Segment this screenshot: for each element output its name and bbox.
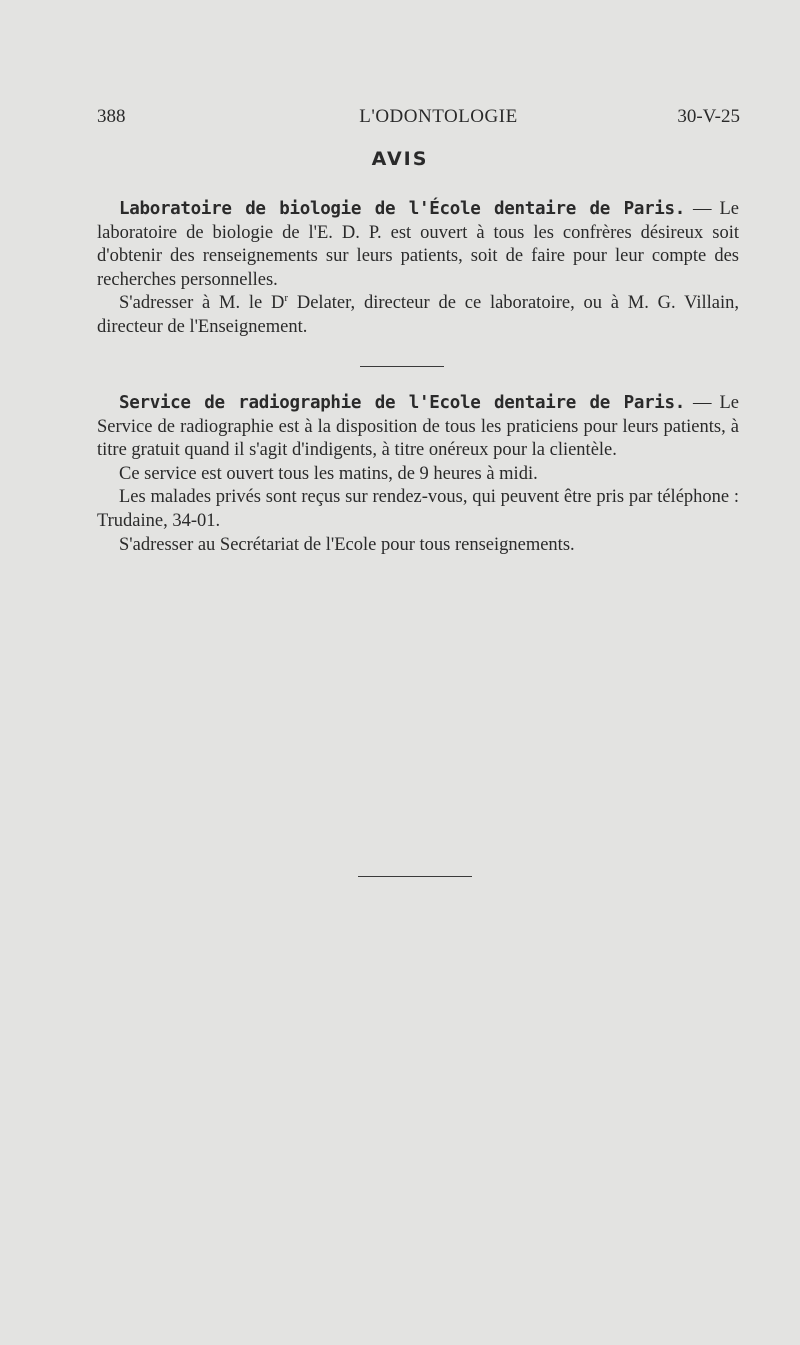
notice-paragraph: S'adresser au Secrétariat de l'Ecole pour tous renseignements. — [119, 534, 575, 555]
end-divider — [358, 876, 472, 877]
superscript: r — [284, 292, 289, 305]
em-dash: — — [685, 199, 720, 219]
notice-text: Delater, directeur de ce laboratoire, ou à M. G. Villain, directeur de l'Enseignement. — [97, 293, 739, 337]
notice-paragraph: Ce service est ouvert tous les matins, de 9 heures à midi. — [119, 463, 538, 484]
notice-laboratoire — [97, 198, 739, 340]
notice-text: Le laboratoire de biologie de l'E. D. P. est ouvert à tous les confrères désireux soit d'obtenir des renseignements sur leurs patients, soit de faire pour leur compte des recherches personnelles. — [97, 199, 739, 290]
notice-paragraph — [97, 392, 739, 463]
notice-title: Laboratoire de biologie de l'École dentaire de Paris. — [119, 199, 686, 219]
notice-paragraph — [97, 198, 739, 292]
notice-text: S'adresser à M. le D — [119, 293, 285, 314]
section-divider — [360, 366, 444, 367]
notice-paragraph: Les malades privés sont reçus sur rendez-vous, qui peuvent être pris par téléphone : Trudaine, 34-01. — [97, 487, 739, 531]
running-header — [97, 106, 740, 136]
notice-paragraph — [97, 292, 739, 339]
em-dash: — — [685, 393, 720, 413]
page-heading: AVIS — [371, 148, 429, 170]
issue-date: 30-V-25 — [677, 106, 740, 127]
journal-title: L'ODONTOLOGIE — [359, 106, 518, 127]
notice-text: Le Service de radiographie est à la disposition de tous les praticiens pour leurs patients, à titre gratuit quand il s'agit d'indigents, à titre onéreux pour la clientèle. — [97, 393, 739, 461]
notice-title: Service de radiographie de l'Ecole dentaire de Paris. — [119, 393, 686, 413]
notice-radiographie — [97, 392, 739, 557]
page-number: 388 — [97, 106, 126, 127]
